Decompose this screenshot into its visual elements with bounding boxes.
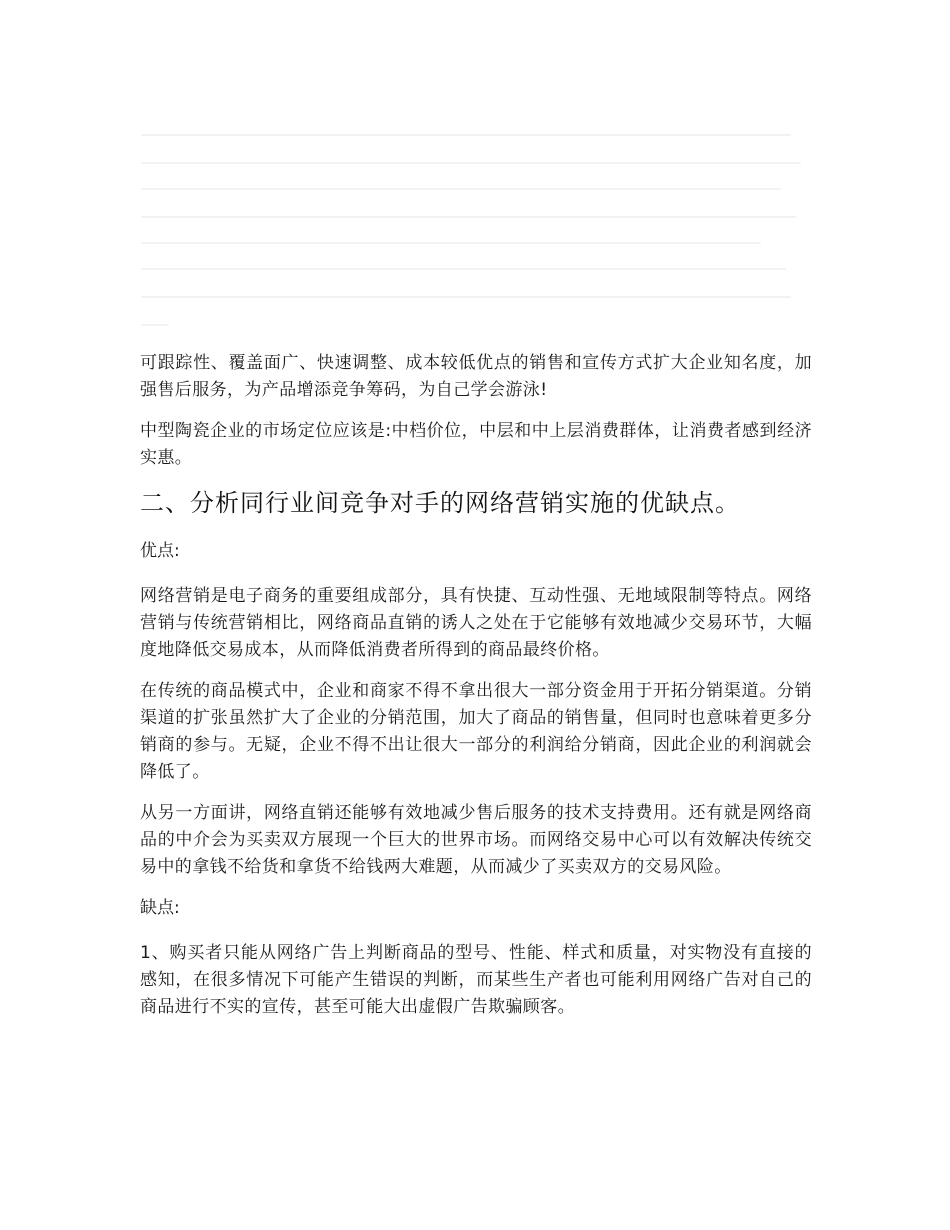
faded-line (141, 242, 761, 244)
faded-text-area (141, 126, 811, 336)
advantages-paragraph: 从另一方面讲，网络直销还能够有效地减少售后服务的技术支持费用。还有就是网络商品的中介会为买卖双方展现一个巨大的世界市场。而网络交易中心可以有效解决传统交易中的拿钱不给货和拿货不给钱两大难题，从而减少了买卖双方的交易风险。 (140, 803, 812, 877)
intro-paragraph: 中型陶瓷企业的市场定位应该是:中档价位，中层和中上层消费群体，让消费者感到经济实惠。 (140, 421, 812, 468)
advantages-paragraph: 在传统的商品模式中，企业和商家不得不拿出很大一部分资金用于开拓分销渠道。分销渠道的扩张虽然扩大了企业的分销范围，加大了商品的销售量，但同时也意味着更多分销商的参与。无疑，企业不得不出让很大一部分的利润给分销商，因此企业的利润就会降低了。 (140, 681, 812, 782)
faded-line (141, 268, 786, 270)
faded-line (141, 296, 791, 298)
section-heading: 二、分析同行业间竞争对手的网络营销实施的优缺点。 (140, 489, 740, 517)
advantages-paragraph: 网络营销是电子商务的重要组成部分，具有快捷、互动性强、无地域限制等特点。网络营销与传统营销相比，网络商品直销的诱人之处在于它能够有效地减少交易环节，大幅度地降低交易成本，从而降低消费者所得到的商品最终价格。 (140, 586, 812, 660)
disadvantages-paragraph: 1、购买者只能从网络广告上判断商品的型号、性能、样式和质量，对实物没有直接的感知，在很多情况下可能产生错误的判断，而某些生产者也可能利用网络广告对自己的商品进行不实的宣传，甚至可能大出虚假广告欺骗顾客。 (140, 943, 812, 1017)
advantages-label: 优点: (140, 541, 180, 561)
faded-line (141, 216, 796, 218)
faded-line (141, 162, 801, 164)
disadvantages-label: 缺点: (140, 898, 180, 918)
faded-line (141, 188, 781, 190)
faded-line (141, 134, 791, 136)
intro-paragraph: 可跟踪性、覆盖面广、快速调整、成本较低优点的销售和宣传方式扩大企业知名度，加强售后服务，为产品增添竞争筹码，为自己学会游泳! (140, 353, 812, 400)
document-body (140, 350, 812, 1035)
faded-line (141, 324, 169, 326)
